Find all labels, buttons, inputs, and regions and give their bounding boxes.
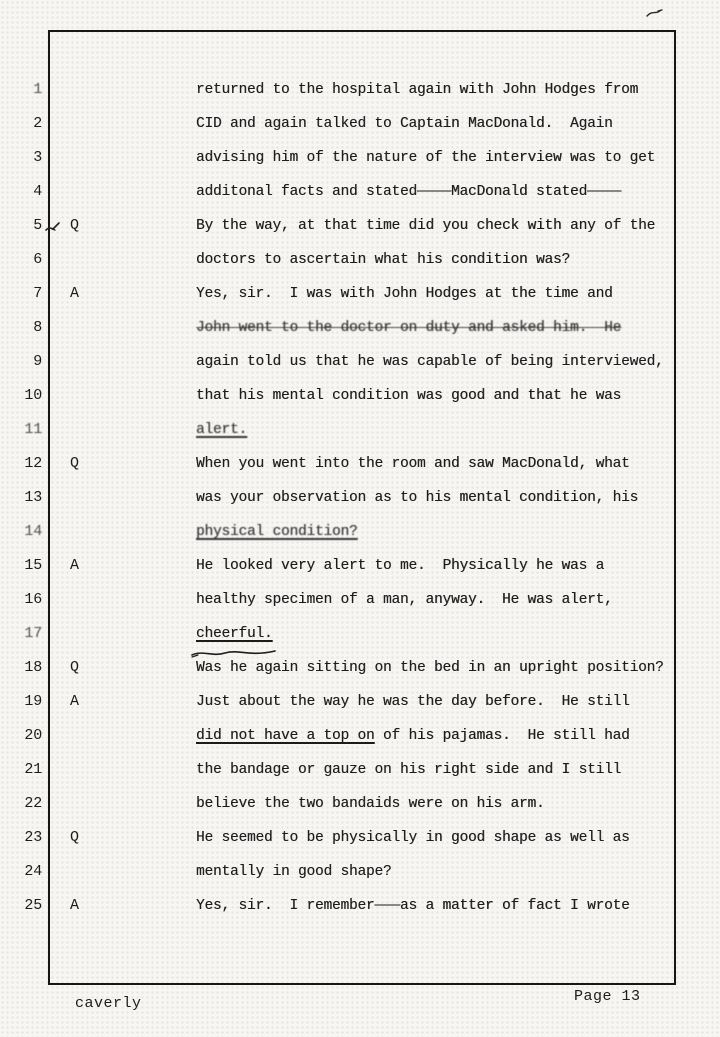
line-number: 18 bbox=[24, 659, 42, 676]
line-text: again told us that he was capable of being interviewed, bbox=[196, 354, 664, 370]
transcript-line bbox=[0, 753, 720, 787]
line-text: advising him of the nature of the interview was to get bbox=[196, 150, 656, 166]
line-text: did not have a top on of his pajamas. He still had bbox=[196, 728, 630, 744]
pen-mark-icon bbox=[644, 6, 666, 20]
speaker-label: Q bbox=[70, 829, 79, 846]
transcript-line bbox=[0, 413, 720, 447]
speaker-label: Q bbox=[70, 455, 79, 472]
transcript-line bbox=[0, 141, 720, 175]
line-text: Was he again sitting on the bed in an upright position? bbox=[196, 660, 664, 676]
line-text: was your observation as to his mental condition, his bbox=[196, 490, 639, 506]
speaker-label: A bbox=[70, 897, 79, 914]
transcript-line bbox=[0, 855, 720, 889]
transcript-line bbox=[0, 583, 720, 617]
transcript-line bbox=[0, 277, 720, 311]
line-number: 7 bbox=[33, 285, 42, 302]
transcript-line bbox=[0, 481, 720, 515]
line-number: 11 bbox=[24, 421, 42, 438]
transcript-line bbox=[0, 107, 720, 141]
line-number: 9 bbox=[33, 353, 42, 370]
transcript-line bbox=[0, 787, 720, 821]
line-text: alert. bbox=[196, 422, 248, 438]
line-text: mentally in good shape? bbox=[196, 864, 392, 880]
line-text: CID and again talked to Captain MacDonald. Again bbox=[196, 116, 613, 132]
line-number: 16 bbox=[24, 591, 42, 608]
line-number: 5 bbox=[33, 217, 42, 234]
transcript-line bbox=[0, 175, 720, 209]
transcript-line bbox=[0, 209, 720, 243]
line-number: 20 bbox=[24, 727, 42, 744]
transcript-line bbox=[0, 617, 720, 651]
line-number: 21 bbox=[24, 761, 42, 778]
line-number: 25 bbox=[24, 897, 42, 914]
footer-witness-name: caverly bbox=[75, 995, 142, 1012]
transcript-line bbox=[0, 821, 720, 855]
line-number: 19 bbox=[24, 693, 42, 710]
line-text: the bandage or gauze on his right side and I still bbox=[196, 762, 622, 778]
line-text: By the way, at that time did you check with any of the bbox=[196, 218, 656, 234]
transcript-line bbox=[0, 719, 720, 753]
line-number: 2 bbox=[33, 115, 42, 132]
transcript-line bbox=[0, 447, 720, 481]
line-number: 8 bbox=[33, 319, 42, 336]
transcript-line bbox=[0, 379, 720, 413]
transcript-line bbox=[0, 651, 720, 685]
line-number: 17 bbox=[24, 625, 42, 642]
transcript-line bbox=[0, 889, 720, 923]
line-text: He seemed to be physically in good shape as well as bbox=[196, 830, 630, 846]
transcript-line bbox=[0, 515, 720, 549]
line-number: 1 bbox=[33, 81, 42, 98]
line-text: When you went into the room and saw MacDonald, what bbox=[196, 456, 630, 472]
line-text: Just about the way he was the day before. He still bbox=[196, 694, 630, 710]
line-number: 6 bbox=[33, 251, 42, 268]
line-number: 24 bbox=[24, 863, 42, 880]
speaker-label: A bbox=[70, 693, 79, 710]
line-text: additonal facts and stated————MacDonald stated———— bbox=[196, 184, 622, 200]
line-number: 12 bbox=[24, 455, 42, 472]
line-number: 14 bbox=[24, 523, 42, 540]
line-text: Yes, sir. I was with John Hodges at the time and bbox=[196, 286, 613, 302]
speaker-label: Q bbox=[70, 217, 79, 234]
speaker-label: Q bbox=[70, 659, 79, 676]
line-text: He looked very alert to me. Physically he was a bbox=[196, 558, 605, 574]
transcript-line bbox=[0, 73, 720, 107]
line-text: physical condition? bbox=[196, 524, 358, 540]
line-number: 23 bbox=[24, 829, 42, 846]
transcript-line bbox=[0, 311, 720, 345]
speaker-label: A bbox=[70, 285, 79, 302]
line-text: believe the two bandaids were on his arm. bbox=[196, 796, 545, 812]
transcript-line bbox=[0, 685, 720, 719]
line-number: 15 bbox=[24, 557, 42, 574]
speaker-label: A bbox=[70, 557, 79, 574]
transcript-line bbox=[0, 345, 720, 379]
line-text: cheerful. bbox=[196, 626, 273, 642]
line-text: that his mental condition was good and that he was bbox=[196, 388, 622, 404]
line-text: John went to the doctor on duty and asked him. He bbox=[196, 320, 622, 336]
transcript-line bbox=[0, 549, 720, 583]
line-text: returned to the hospital again with John Hodges from bbox=[196, 82, 639, 98]
line-text: Yes, sir. I remember———as a matter of fact I wrote bbox=[196, 898, 630, 914]
transcript-lines bbox=[0, 73, 720, 923]
line-text: doctors to ascertain what his condition was? bbox=[196, 252, 571, 268]
line-number: 22 bbox=[24, 795, 42, 812]
line-number: 4 bbox=[33, 183, 42, 200]
transcript-line bbox=[0, 243, 720, 277]
line-text: healthy specimen of a man, anyway. He was alert, bbox=[196, 592, 613, 608]
footer-page-number: Page 13 bbox=[574, 988, 641, 1005]
line-number: 13 bbox=[24, 489, 42, 506]
line-number: 10 bbox=[24, 387, 42, 404]
line-number: 3 bbox=[33, 149, 42, 166]
